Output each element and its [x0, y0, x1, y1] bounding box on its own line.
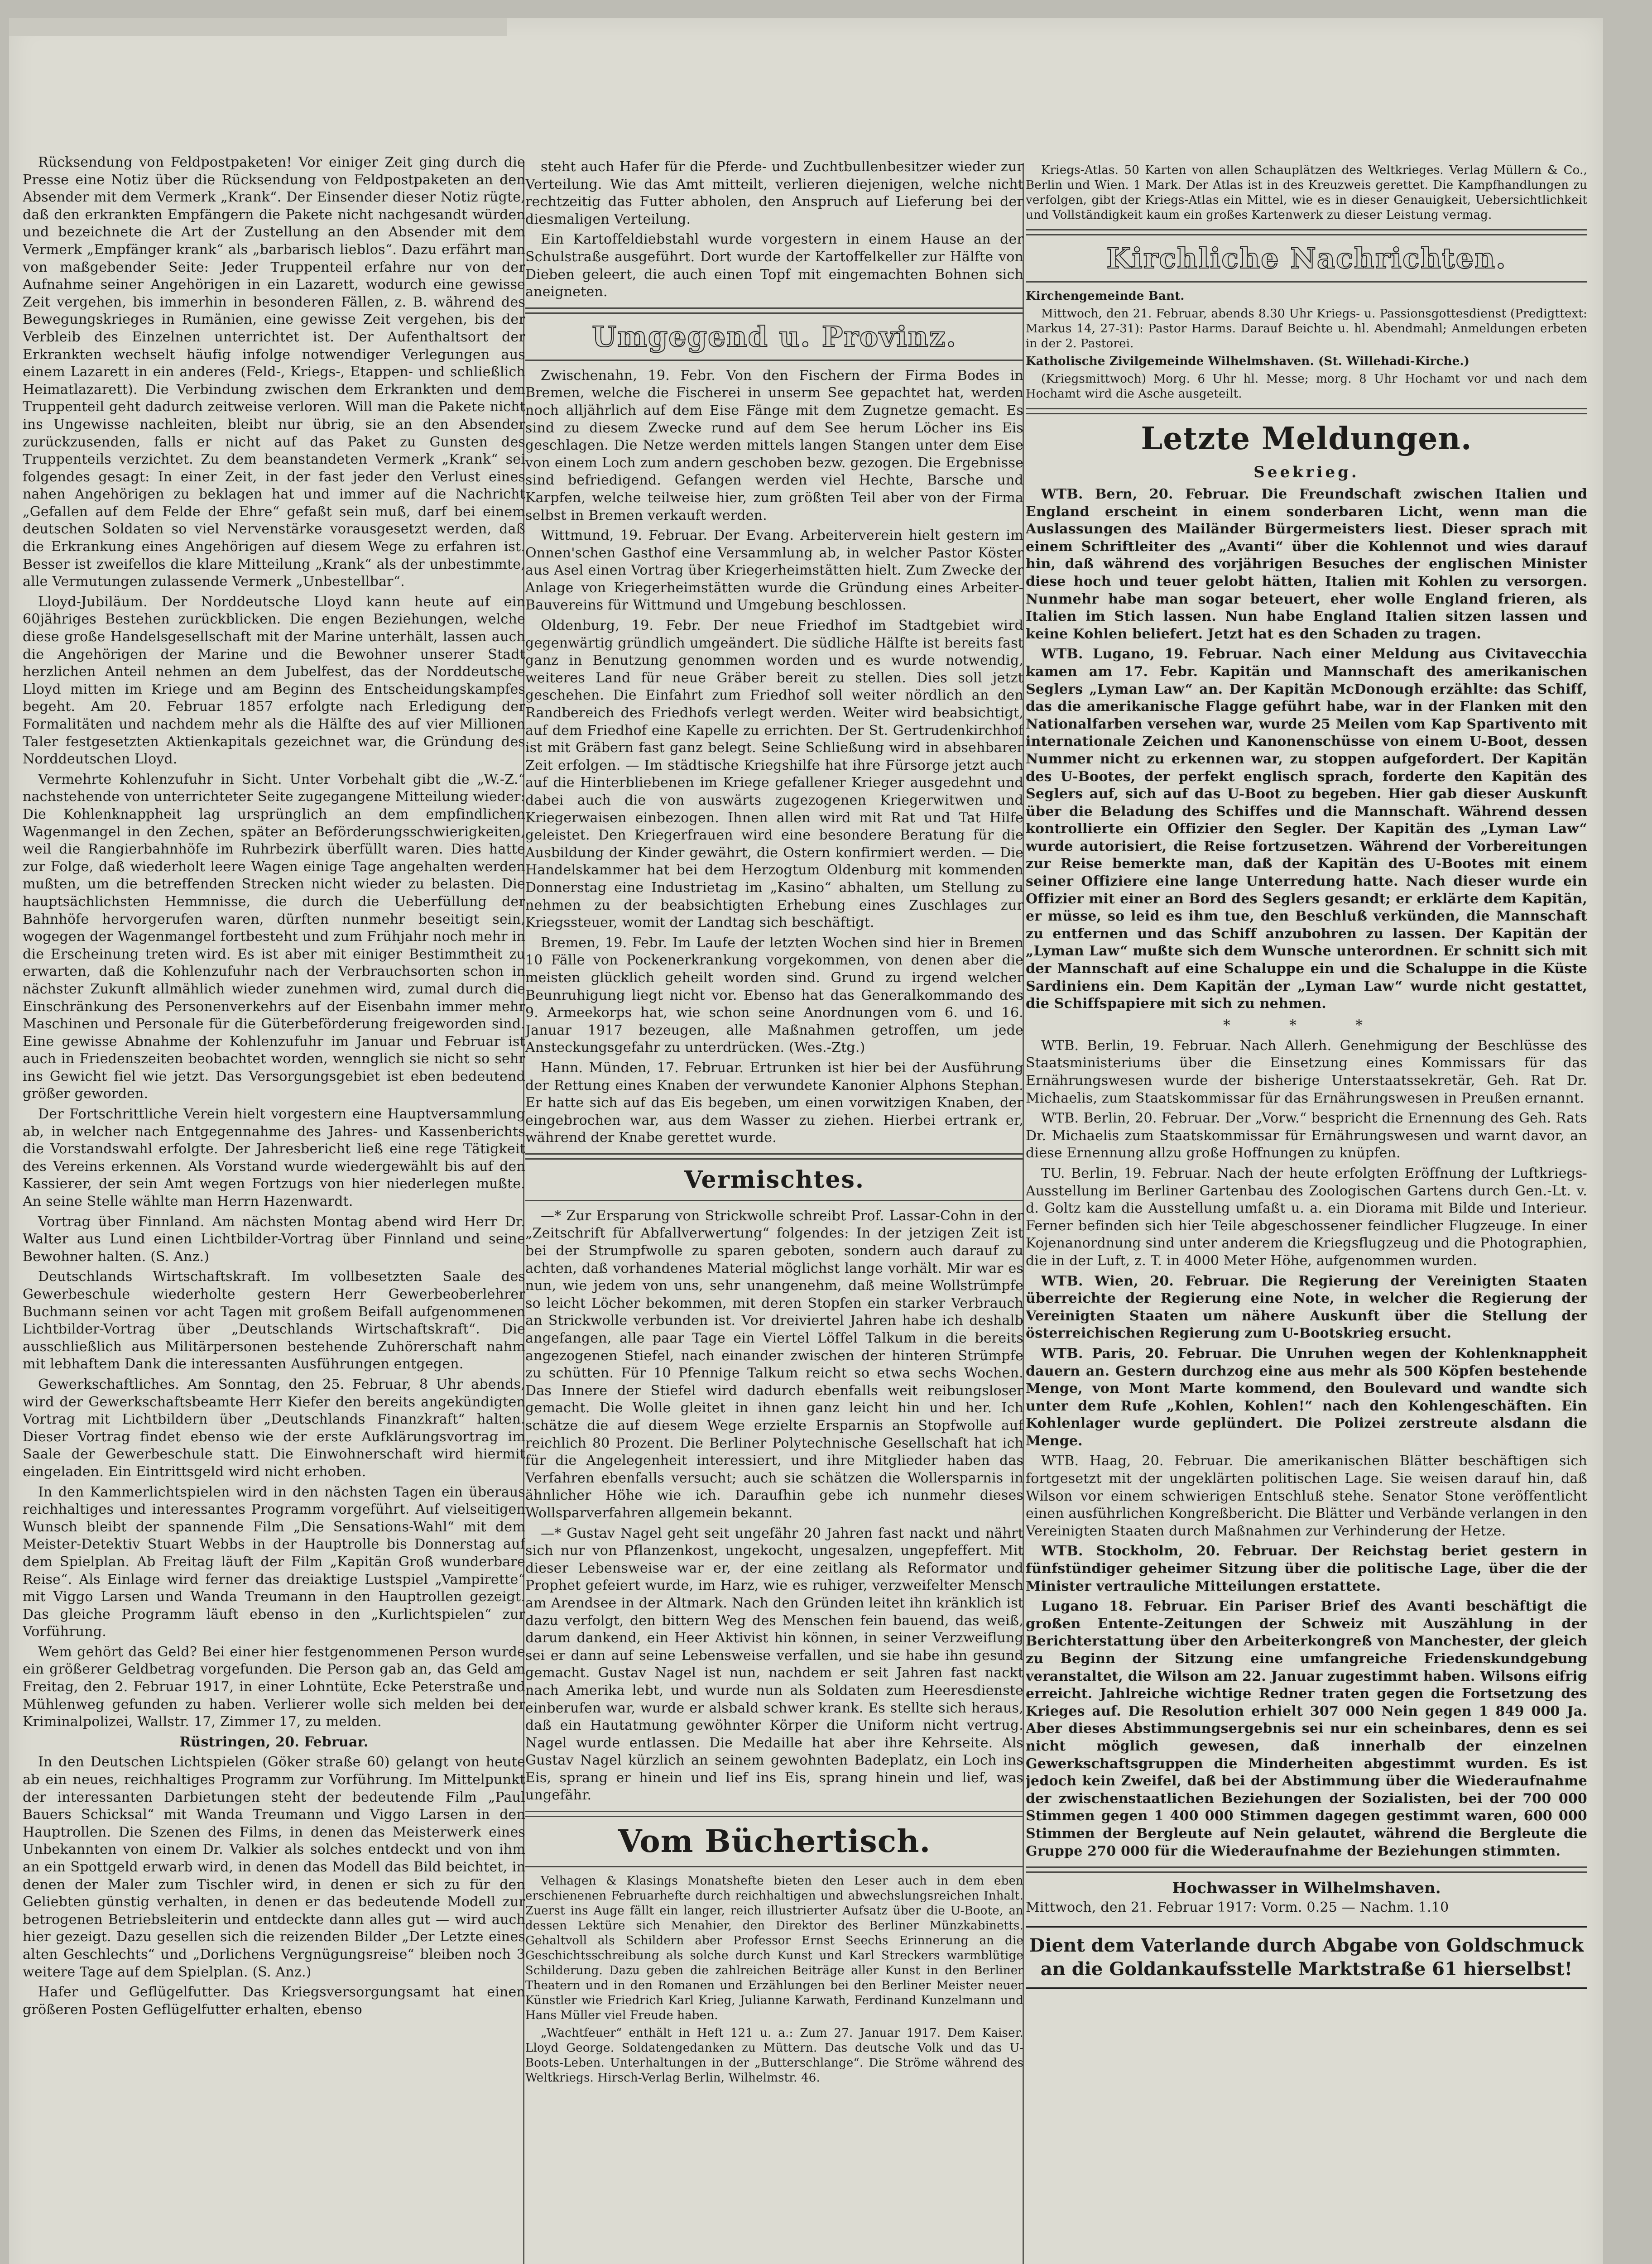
- article-hafer: Hafer und Geflügelfutter. Das Kriegsversorgungsamt hat einen größeren Posten Geflügelfutter erhalten, ebenso: [23, 1984, 525, 2018]
- article-strickwolle: —* Zur Ersparung von Strickwolle schreibt Prof. Lassar-Cohn in der „Zeitschrift für Abfallverwertung“ folgendes: In der jetzigen Zeit ist bei der Strumpfwolle zu sparen geboten, sondern auch darauf zu achten, daß vorhandenes Material möglichst lange vorhält. Mir war es nun, wie jedem von uns, sehr unangenehm, daß meine Wollstrümpfe so leicht Löcher bekommen, mit deren Stopfen ein starker Verbrauch an Strickwolle verbunden ist. Vor dreiviertel Jahren habe ich deshalb angefangen, alle paar Tage ein Viertel Löffel Talkum in die bereits angezogenen Stiefel, nach einander zwischen der hinteren Strümpfe zu schütten. Für 10 Pfennige Talkum reicht so etwa sechs Wochen. Das Innere der Stiefel wird dadurch ebenfalls weit reibungsloser gemacht. Die Wolle gleitet in ihnen ganz leicht hin und her. Ich schätze die auf diesem Wege erzielte Ersparnis an Stopfwolle auf reichlich 80 Prozent. Die Berliner Polytechnische Gesellschaft hat ich für die Angelegenheit interessiert, und ihre Mitglieder haben das Verfahren ebenfalls versucht; auch sie schätzen die Wollersparnis in ähnlicher Höhe wie ich. Daraufhin gebe ich nunmehr dieses Wollsparverfahren allgemein bekannt.: [525, 1208, 1023, 1521]
- report-lugano-2: Lugano 18. Februar. Ein Pariser Brief des Avanti beschäftigt die großen Entente-Zeitungen der Schweiz mit Auszählung in der Berichterstattung über den Arbeiterkongreß von Manchester, der gleich zu Beginn der Sitzung eine umfangreiche Friedenskundgebung veranstaltet, die Wilson am 22. Januar zugestimmt haben. Wilsons eifrig erreicht. Jahlreiche wichtige Redner traten gegen die Fortsetzung des Krieges auf. Die Resolution erhielt 307 000 Nein gegen 1 849 000 Ja. Aber dieses Abstimmungsergebnis sei nur ein scheinbares, denn es sei nicht möglich gewesen, daß innerhalb der einzelnen Gewerkschaftsgruppen die Minderheiten abgestimmt wurden. Es ist jedoch kein Zweifel, daß bei der Abstimmung über die Wiederaufnahme der zwischenstaatlichen Beziehungen der Sozialisten, bei der 700 000 Stimmen gegen 1 400 000 Stimmen dagegen gestimmt waren, 600 000 Stimmen der Bergleute auf Nein gelautet, während die Bergleute die Gruppe 270 000 für die Wiederaufnahme der Beziehungen stimmten.: [1026, 1598, 1587, 1859]
- gold-appeal-banner: Dient dem Vaterlande durch Abgabe von Goldschmuck an die Goldankaufsstelle Marktstraße 61 hierselbst!: [1026, 1926, 1587, 1989]
- article-gewerkschaftliches: Gewerkschaftliches. Am Sonntag, den 25. Februar, 8 Uhr abends, wird der Gewerkschaftsbeamte Herr Kiefer den bereits angekündigten Vortrag mit Lichtbildern über „Deutschlands Finanzkraft“ halten. Dieser Vortrag findet ebenso wie der erste Aufklärungsvortrag im Saale der Gewerbeschule statt. Die Einwohnerschaft wird hiermit eingeladen. Ein Eintrittsgeld wird nicht erhoben.: [23, 1376, 525, 1480]
- report-bern: WTB. Bern, 20. Februar. Die Freundschaft zwischen Italien und England erscheint in einem sonderbaren Licht, wenn man die Auslassungen des Mailänder Bürgermeisters liest. Dieser sprach mit einem Schriftleiter des „Avanti“ über die Kohlennot und wies darauf hin, daß während des vorjährigen Besuches der englischen Minister diese hoch und teuer gelobt hätten, Italien mit Kohlen zu versorgen. Nunmehr habe man sogar beteuert, eher wolle England frieren, als Italien im Stich lassen. Nun habe England Italien sitzen lassen und keine Kohlen beliefert. Jetzt hat es den Schaden zu tragen.: [1026, 486, 1587, 642]
- section-divider: [1026, 281, 1587, 283]
- section-divider: [1026, 408, 1587, 414]
- article-gustav-nagel: —* Gustav Nagel geht seit ungefähr 20 Jahren fast nackt und nährt sich nur von Pflanzenkost, ungekocht, ungesalzen, ungepfeffert. Mit dieser Lebensweise war er, der eine zeitlang als Reformator und Prophet gefeiert wurde, im Harz, wie es ruhiger, verzweifelter Mensch am Arendsee in der Altmark. Nach den Gründen leitet ihn kränklich ist dazu verfolgt, den bittern Weg des Menschen fein bauend, das weiß, darum dankend, ein Heer Aktivist hin können, in seiner Verzweiflung sei er dann auf seine Lebensweise verfallen, und sie habe ihn gesund gemacht. Gustav Nagel ist nun, nachdem er seit Jahren fast nackt nach Amerika lebt, und wurde nun als Soldaten zum Heeresdienste einberufen war, wurde er alsbald schwer krank. Es stellte sich heraus, daß ein Hautatmung gewöhnter Körper die Uniform nicht vertrug. Nagel wurde entlassen. Die Medaille hat aber ihre Kehrseite. Als Gustav Nagel kürzlich an seinem gewohnten Badeplatz, ein Loch ins Eis, sprang er hinein und lief ins Eis, sprang hinein und lief, was ungefähr.: [525, 1525, 1023, 1804]
- section-heading-letzte-meldungen: Letzte Meldungen.: [1141, 421, 1472, 457]
- article-oldenburg: Oldenburg, 19. Febr. Der neue Friedhof im Stadtgebiet wird gegenwärtig gründlich umgeändert. Die südliche Hälfte ist bereits fast ganz in Benutzung genommen worden und es wurde notwendig, weiteres Land für neue Gräber bereit zu stellen. Dies soll jetzt geschehen. Die Einfahrt zum Friedhof soll weiter nördlich an den Randbereich des Friedhofs verlegt werden. Weiter wird beabsichtigt, auf dem Friedhof eine Kapelle zu errichten. Der St. Gertrudenkirchhof ist mit Gräbern fast ganz belegt. Seine Schließung wird in absehbarer Zeit erfolgen. — Im städtische Kriegshilfe hat ihre Fürsorge jetzt auch auf die Hinterbliebenen im Kriege gefallener Krieger ausgedehnt und dabei auch die von auswärts zugezogenen Kriegerwitwen und Kriegerwaisen einbezogen. Ihnen allen wird mit Rat und Tat Hilfe geleistet. Den Kriegerfrauen wird eine besondere Beratung für die Ausbildung der Kinder gewährt, die Ostern konfirmiert werden. — Die Handelskammer hat bei dem Herzogtum Oldenburg mit kommenden Donnerstag eine Industrietag im „Kasino“ abhalten, um Stellung zu nehmen zu der beabsichtigten Erhebung eines Zuschlages zur Kriegssteuer, womit der Landtag sich beschäftigt.: [525, 618, 1023, 931]
- article-geld: Wem gehört das Geld? Bei einer hier festgenommenen Person wurde ein größerer Geldbetrag vorgefunden. Die Person gab an, das Geld am Freitag, den 2. Februar 1917, in einer Lohntüte, Ecke Peterstraße und Mühlenweg gefunden zu haben. Verlierer wolle sich melden bei der Kriminalpolizei, Wallstr. 17, Zimmer 17, zu melden.: [23, 1644, 525, 1730]
- report-berlin-2: WTB. Berlin, 20. Februar. Der „Vorw.“ bespricht die Ernennung des Geh. Rats Dr. Michaelis zum Staatskommissar für Ernährungswesen und warnt davor, an diese Ernennung allzu große Hoffnungen zu knüpfen.: [1026, 1110, 1587, 1161]
- dateline-ruestringen: Rüstringen, 20. Februar.: [179, 1734, 369, 1750]
- report-paris: WTB. Paris, 20. Februar. Die Unruhen wegen der Kohlenknappheit dauern an. Gestern durchzog eine aus mehr als 500 Köpfen bestehende Menge, von Mont Marte kommend, den Boulevard und wandte sich unter dem Rufe „Kohlen, Kohlen!“ nach den Kohlengeschäften. Ein Kohlenlager wurde geplündert. Die Polizei zerstreute alsdann die Menge.: [1026, 1345, 1587, 1449]
- article-kriegs-atlas: Kriegs-Atlas. 50 Karten von allen Schauplätzen des Weltkrieges. Verlag Müllern & Co., Berlin und Wien. 1 Mark. Der Atlas ist in des Kreuzweis gerettet. Die Kampfhandlungen zu verfolgen, gibt der Kriegs-Atlas ein Mittel, wie es in dieser Genauigkeit, Uebersichtlichkeit und Vollständigkeit kaum ein großes Kartenwerk zu dieser Leistung vermag.: [1026, 163, 1587, 222]
- article-kammerlichtspiele: In den Kammerlichtspielen wird in den nächsten Tagen ein überaus reichhaltiges und interessantes Programm vorgeführt. Auf vielseitigen Wunsch bleibt der spannende Film „Die Sensations-Wahl“ mit dem Meister-Detektiv Stuart Webbs in der Hauptrolle bis Donnerstag auf dem Spielplan. Ab Freitag läuft der Film „Kapitän Groß wunderbare Reise“. Als Einlage wird ferner das dreiaktige Lustspiel „Vampirette“ mit Viggo Larsen und Wanda Treumann in den Hauptrollen gezeigt. Das gleiche Programm läuft ebenso in den „Kurlichtspielen“ zur Vorführung.: [23, 1484, 525, 1640]
- section-divider: [525, 1200, 1023, 1201]
- article-finnland: Vortrag über Finnland. Am nächsten Montag abend wird Herr Dr. Walter aus Lund einen Lichtbilder-Vortrag über Finnland und seine Bewohner halten. (S. Anz.): [23, 1214, 525, 1265]
- section-divider: [525, 360, 1023, 361]
- page-top-edge: [9, 18, 507, 36]
- church-catholic-text: (Kriegsmittwoch) Morg. 6 Uhr hl. Messe; morg. 8 Uhr Hochamt vor und nach dem Hochamt wird die Asche ausgeteilt.: [1026, 372, 1587, 401]
- section-heading-vermischtes: Vermischtes.: [684, 1166, 865, 1194]
- column-2: [525, 158, 1023, 2264]
- article-deutsche-lichtspiele: In den Deutschen Lichtspielen (Göker straße 60) gelangt von heute ab ein neues, reichhaltiges Programm zur Vorführung. Im Mittelpunkt der interessanten Darbietungen steht der bedeutende Film „Paul Bauers Schicksal“ mit Wanda Treumann und Viggo Larsen in den Hauptrollen. Die Szenen des Films, in denen das Meisterwerk eines Unbekannten von einem Dr. Valkier als solches entdeckt und von ihm an ein Spottgeld erwarb wird, in denen das Modell das Bild beichtet, in denen der Maler zum Tischler wird, in denen er sich zu für den Geliebten günstig verhalten, in denen er das bedeutende Modell zur betrogenen Betriebsleiterin und entdeckte dann alles gut — wird auch hier gezeigt. Dazu gesellen sich die reizenden Bilder „Der Letzte eines alten Geschlechts“ und „Dorlichens Vergnügungsreise“ bleiben noch 3 weitere Tage auf dem Spielplan. (S. Anz.): [23, 1754, 525, 1980]
- report-berlin-3: TU. Berlin, 19. Februar. Nach der heute erfolgten Eröffnung der Luftkriegs-Ausstellung im Berliner Gartenbau des Zoologischen Gartens durch Gen.-Lt. v. d. Goltz kam die Ausstellung umfaßt u. a. ein Diorama mit Bilde und Interieur. Ferner befinden sich hier Teile abgeschossener feindlicher Flugzeuge. In einer Kojenanordnung sind unter anderem die Kriegsflugzeug und die Photographien, die in der Luft, z. T. in 4000 Meter Höhe, aufgenommen wurden.: [1026, 1165, 1587, 1269]
- separator-stars: * * *: [1223, 1016, 1390, 1034]
- article-lloyd: Lloyd-Jubiläum. Der Norddeutsche Lloyd kann heute auf ein 60jähriges Bestehen zurückblicken. Die engen Beziehungen, welche diese große Handelsgesellschaft mit der Marine unterhält, lassen auch die Angehörigen der Marine und die Bewohner unserer Stadt herzlichen Anteil nehmen an dem Jubelfest, das der Norddeutsche Lloyd mitten im Kriege und am Beginn des Entscheidungskampfes begeht. Am 20. Februar 1857 erfolgte nach Erledigung der Formalitäten und nachdem mehr als die Hälfte des auf vier Millionen Taler festgesetzten Aktienkapitals gezeichnet war, die Gründung des Norddeutschen Lloyd.: [23, 594, 525, 767]
- article-velhagen-klasing: Velhagen & Klasings Monatshefte bieten den Leser auch in dem eben erschienenen Februarhefte durch reichhaltigen und abwechslungsreichen Inhalt. Zuerst ins Auge fällt ein langer, reich illustrierter Aufsatz über die U-Boote, an dessen Lektüre sich Menahier, den Direktor des Berliner Münzkabinetts. Gehaltvoll als Schildern aber Professor Ernst Seechs Erinnerung an die Geschichtsschreibung als solche durch Kunst und Karl Streckers warmblütige Schilderung. Dazu geben die zahlreichen Beiträge aller Kunst in den Berliner Theatern und in den Romanen und Erzählungen bei den Berliner Meister neuer Künstler wie Friedrich Karl Krieg, Julianne Karwath, Ferdinand Kunzelmann und Hans Müller viel Freude haben.: [525, 1874, 1023, 2023]
- section-divider: [525, 1866, 1023, 1867]
- article-bremen: Bremen, 19. Febr. Im Laufe der letzten Wochen sind hier in Bremen 10 Fälle von Pockenerkrankung vorgekommen, von denen aber die meisten glücklich geheilt worden sind. Grund zu irgend welcher Beunruhigung liegt nicht vor. Ebenso hat das Generalkommando des 9. Armeekorps hat, wie schon seine Anordnungen vom 6. und 16. Januar 1917 bezeugen, alle Maßnahmen getroffen, um jede Ansteckungsgefahr zu unterdrücken. (Wes.-Ztg.): [525, 935, 1023, 1056]
- article-wirtschaftskraft: Deutschlands Wirtschaftskraft. Im vollbesetzten Saale des Gewerbeschule wiederholte gestern Herr Gewerbeoberlehrer Buchmann seinen vor acht Tagen mit großem Beifall aufgenommenen Lichtbilder-Vortrag über „Deutschlands Wirtschaftskraft“. Die ausschließlich aus Militärpersonen bestehende Zuhörerschaft nahm mit lebhaftem Dank die interessanten Ausführungen entgegen.: [23, 1269, 525, 1372]
- article-wachtfeuer: „Wachtfeuer“ enthält in Heft 121 u. a.: Zum 27. Januar 1917. Dem Kaiser. Lloyd George. Soldatengedanken zu Müttern. Das deutsche Volk und das U-Boots-Leben. Unterhaltungen in der „Butterschlange“. Die Ströme während des Weltkriegs. Hirsch-Verlag Berlin, Wilhelmstr. 46.: [525, 2026, 1023, 2085]
- section-heading-kirchliche: Kirchliche Nachrichten.: [1106, 242, 1507, 275]
- report-lugano: WTB. Lugano, 19. Februar. Nach einer Meldung aus Civitavecchia kamen am 17. Febr. Kapitän und Mannschaft des amerikanischen Seglers „Lyman Law“ an. Der Kapitän McDonough erzählte: das Schiff, das die amerikanische Flagge geführt habe, war in der Flanken mit den Nationalfarben versehen war, wurde 25 Meilen vom Kap Spartivento mit internationale Zeichen und Kanonenschüsse von einem U-Boot, dessen Nummer nicht zu erkennen war, zu stoppen aufgefordert. Der Kapitän des U-Bootes, der perfekt englisch sprach, forderte den Kapitän des Seglers auf, sich auf das U-Boot zu begeben. Hier gab dieser Auskunft über die Beladung des Schiffes und die Mannschaft. Während dessen kontrollierte ein Offizier den Segler. Der Kapitän des „Lyman Law“ wurde autorisiert, die Reise fortzusetzen. Während der Vorbereitungen zur Reise bemerkte man, daß der Kapitän des U-Bootes mit einem seiner Offiziere eine lange Unterredung hatte. Nach dieser wurde ein Offizier mit einer an Bord des Seglers gesandt; er erklärte dem Kapitän, er müsse, so leid es ihm tue, den Beschluß verkünden, die Mannschaft zu entfernen und das Schiff anzubohren zu lassen. Der Kapitän der „Lyman Law“ mußte sich dem Wunsche unterordnen. Er schnitt sich mit der Mannschaft auf eine Schaluppe ein und die Schaluppe in die Küste Sardiniens ein. Dem Kapitän der „Lyman Law“ wurde nicht gestattet, die Schiffspapiere mit sich zu nehmen.: [1026, 646, 1587, 1012]
- report-wien: WTB. Wien, 20. Februar. Die Regierung der Vereinigten Staaten überreichte der Regierung eine Note, in welcher die Regierung der Vereinigten Staaten um nähere Auskunft über die Stellung der österreichischen Regierung zum U-Bootskrieg ersucht.: [1026, 1273, 1587, 1342]
- section-divider: [1026, 1866, 1587, 1873]
- article-hann-muenden: Hann. Münden, 17. Februar. Ertrunken ist hier bei der Ausführung der Rettung eines Knaben der verwundete Kanonier Alphons Stephan. Er hatte sich auf das Eis begeben, um einen vorwitzigen Knaben, der eingebrochen war, aus dem Wasser zu ziehen. Hierbei ertrank er, während der Knabe gerettet wurde.: [525, 1060, 1023, 1146]
- report-stockholm: WTB. Stockholm, 20. Februar. Der Reichstag beriet gestern in fünfstündiger geheimer Sitzung über die politische Lage, über die der Minister vertrauliche Mitteilungen erstattete.: [1026, 1543, 1587, 1594]
- tide-times: Mittwoch, den 21. Februar 1917: Vorm. 0.25 — Nachm. 1.10: [1026, 1899, 1449, 1916]
- section-divider: [525, 307, 1023, 314]
- section-divider: [1026, 229, 1587, 235]
- section-heading-buechertisch: Vom Büchertisch.: [618, 1823, 931, 1860]
- article-hafer-cont: steht auch Hafer für die Pferde- und Zuchtbullenbesitzer wieder zur Verteilung. Wie das Amt mitteilt, verlieren diejenigen, welche nicht rechtzeitig das Futter abholen, den Anspruch auf Lieferung bei der diesmaligen Verteilung.: [525, 159, 1023, 227]
- church-bant-text: Mittwoch, den 21. Februar, abends 8.30 Uhr Kriegs- u. Passionsgottesdienst (Predigttext: Markus 14, 27-31): Pastor Harms. Darauf Beichte u. hl. Abendmahl; Anmeldungen erbeten in der 2. Pastorei.: [1026, 307, 1587, 350]
- report-berlin-1: WTB. Berlin, 19. Februar. Nach Allerh. Genehmigung der Beschlüsse des Staatsministeriums über die Einsetzung eines Kommissars für das Ernährungswesen wurde der bisherige Unterstaatssekretär, Geh. Rat Dr. Michaelis, zum Staatskommissar für das Ernährungswesen in Preußen ernannt.: [1026, 1037, 1587, 1106]
- church-bant-heading: Kirchengemeinde Bant.: [1026, 289, 1185, 303]
- article-zwischenahn: Zwischenahn, 19. Febr. Von den Fischern der Firma Bodes in Bremen, welche die Fischerei in unserm See gepachtet hat, werden noch alljährlich auf dem Eise Fänge mit dem Zugnetze gemacht. Es sind zu diesem Zwecke rund auf dem See herum Löcher ins Eis geschlagen. Die Netze werden mittels langen Stangen unter dem Eise von einem Loch zum andern geschoben bezw. gezogen. Die Ergebnisse sind befriedigend. Gefangen werden viel Hechte, Barsche und Karpfen, welche teilweise hier, zum größten Teil aber von der Firma selbst in Bremen verkauft werden.: [525, 367, 1023, 523]
- subheading-seekrieg: Seekrieg.: [1253, 463, 1359, 481]
- section-divider: [525, 1811, 1023, 1817]
- article-kartoffeldiebstahl: Ein Kartoffeldiebstahl wurde vorgestern in einem Hause an der Schulstraße ausgeführt. Dort wurde der Kartoffelkeller zur Hälfte von Dieben geleert, die auch einen Topf mit eingemachten Bohnen sich aneigneten.: [525, 231, 1023, 300]
- article-kohlenzufuhr: Vermehrte Kohlenzufuhr in Sicht. Unter Vorbehalt gibt die „W.-Z.“ nachstehende von unterrichteter Seite zugegangene Mitteilung wieder: Die Kohlenknappheit lag ursprünglich an dem empfindlichen Wagenmangel in den Zechen, später an Beförderungsschwierigkeiten, weil die Rangierbahnhöfe im Ruhrbezirk überfüllt waren. Dies hatte zur Folge, daß wiederholt leere Wagen einige Tage angehalten werden mußten, um die betreffenden Strecken nicht wieder zu belasten. Die hauptsächlichsten Hemmnisse, die durch die Ueberfüllung der Bahnhöfe hervorgerufen waren, dürften nunmehr beseitigt sein, wogegen der Wagenmangel fortbesteht und zum Frühjahr noch mehr in die Erscheinung treten wird. Es ist aber mit einiger Bestimmtheit zu erwarten, daß die Kohlenzufuhr nach der Verbrauchsorten schon in nächster Zukunft allmählich wieder zunehmen wird, zumal durch die Einschränkung des Personenverkehrs auf der Eisenbahn immer mehr Maschinen und Personale für die Güterbeförderung freigeworden sind. Eine gewisse Abnahme der Kohlenzufuhr im Januar und Februar ist auch in Friedenszeiten beobachtet worden, wennglich sie nicht so sehr ins Gewicht fiel wie jetzt. Das Versorgungsgebiet ist eben bedeutend größer geworden.: [23, 771, 525, 1102]
- report-haag: WTB. Haag, 20. Februar. Die amerikanischen Blätter beschäftigen sich fortgesetzt mit der ungeklärten politischen Lage. Sie weisen darauf hin, daß Wilson vor einem schwierigen Entschluß stehe. Senator Stone veröffentlicht einen ausführlichen Kongreßbericht. Die Blätter und Verbände verlangen in den Vereinigten Staaten durch Maßnahmen zur Verhinderung der Hetze.: [1026, 1453, 1587, 1539]
- tide-title: Hochwasser in Wilhelmshaven.: [1172, 1879, 1441, 1898]
- article-feldpost: Rücksendung von Feldpostpaketen! Vor einiger Zeit ging durch die Presse eine Notiz über die Rücksendung von Feldpostpaketen an den Absender mit dem Vermerk „Krank“. Der Einsender dieser Notiz rügte, daß den erkrankten Empfängern die Pakete nicht nachgesandt würden und bezeichnete die Art der Zustellung an den Absender mit dem Vermerk „Empfänger krank“ als „barbarisch lieblos“. Dazu erfährt man von maßgebender Seite: Jeder Truppenteil erfahre nur von der Aufnahme seiner Angehörigen in ein Lazarett, wodurch eine gewisse Zeit vergehen, bis immerhin in besonderen Fällen, z. B. während des Bewegungskrieges in Rumänien, eine gewisse Zeit vergehen, bis der Verbleib des Einzelnen unterrichtet ist. Der Aufenthaltsort der Erkrankten wechselt häufig infolge notwendiger Verlegungen aus einem Lazarett in ein anderes (Feld-, Kriegs-, Etappen- und schließlich Heimatlazarett). Die Verbindung zwischen dem Erkrankten und dem Truppenteil geht dadurch zeitweise verloren. Will man die Pakete nicht ins Ungewisse nachleiten, bleibt nur übrig, sie an den Absender zurückzusenden, falls er nicht auf das Paket zu Gunsten des Truppenteils verzichtet. Zu dem beanstandeten Vermerk „Krank“ sei folgendes gesagt: In einer Zeit, in der fast jeder den Verlust eines nahen Angehörigen zu beklagen hat und immer auf die Nachricht „Gefallen auf dem Felde der Ehre“ gefaßt sein muß, darf bei einem deutschen Soldaten so viel Nervenstärke vorausgesetzt werden, daß die Erkrankung eines Angehörigen auf diesem Wege zu erfahren ist. Besser ist zweifellos die klare Mitteilung „Krank“ als der unbestimmte, alle Vermutungen zulassende Vermerk „Unbestellbar“.: [23, 154, 525, 590]
- section-heading-umgegend: Umgegend u. Provinz.: [592, 320, 957, 353]
- column-1: [23, 154, 525, 2264]
- column-3: [1026, 163, 1587, 2264]
- church-catholic-heading: Katholische Zivilgemeinde Wilhelmshaven. (St. Willehadi-Kirche.): [1026, 355, 1470, 368]
- article-wittmund: Wittmund, 19. Februar. Der Evang. Arbeiterverein hielt gestern im Onnen'schen Gasthof eine Versammlung ab, in welcher Pastor Köster aus Asel einen Vortrag über Kriegerheimstätten hielt. Zum Zwecke der Anlage von Kriegerheimstätten wurde die Gründung eines Arbeiter-Bauvereins für Wittmund und Umgebung beschlossen.: [525, 528, 1023, 614]
- newspaper-page: [9, 18, 1603, 2264]
- article-fortschrittlicher-verein: Der Fortschrittliche Verein hielt vorgestern eine Hauptversammlung ab, in welcher nach Entgegennahme des Jahres- und Kassenberichts die Vorstandswahl erfolgte. Der Jahresbericht ließ eine rege Tätigkeit des Vereins erkennen. Als Vorstand wurde wiedergewählt bis auf den Kassierer, der sein Amt wegen Fortzugs von hier niederlegen mußte. An seine Stelle wählte man Herrn Hazenwardt.: [23, 1106, 525, 1210]
- section-divider: [525, 1153, 1023, 1160]
